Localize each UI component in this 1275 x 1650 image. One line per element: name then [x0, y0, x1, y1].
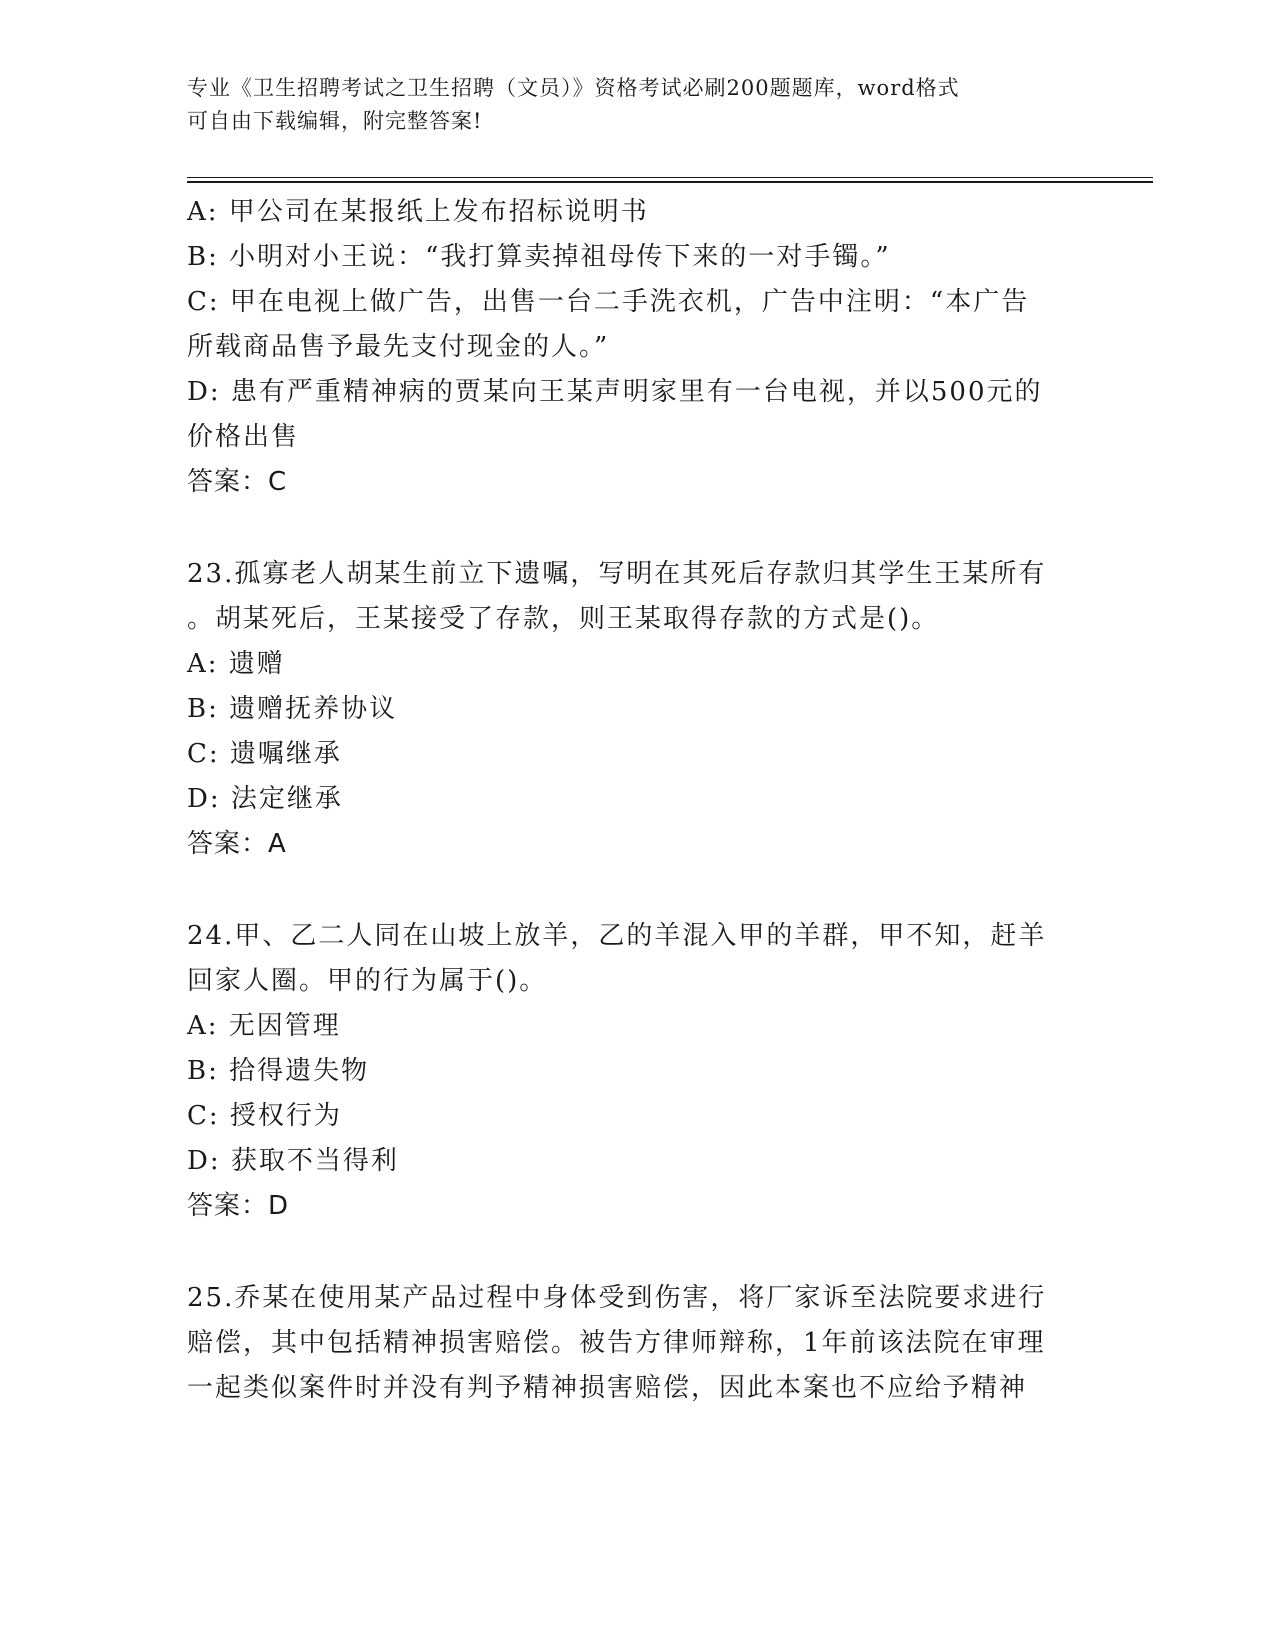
q23-option-a: A: 遗赠: [187, 649, 285, 679]
q22-option-d: D: 患有严重精神病的贾某向王某声明家里有一台电视，并以500元的: [187, 377, 1043, 407]
q25-stem-line-2: 赔偿，其中包括精神损害赔偿。被告方律师辩称，1年前该法院在审理: [187, 1328, 1046, 1358]
q22-option-b: B: 小明对小王说：“我打算卖掉祖母传下来的一对手镯。”: [187, 242, 891, 272]
q22-option-c: C: 甲在电视上做广告，出售一台二手洗衣机，广告中注明：“本广告: [187, 287, 1030, 317]
document-header: [187, 72, 1067, 138]
q22-option-a: A: 甲公司在某报纸上发布招标说明书: [187, 197, 649, 227]
header-line-1: 专业《卫生招聘考试之卫生招聘（文员）》资格考试必刷200题题库，word格式: [187, 76, 960, 100]
question-content: [187, 190, 1087, 1411]
q25-stem-line-1: 25.乔某在使用某产品过程中身体受到伤害，将厂家诉至法院要求进行: [187, 1283, 1047, 1313]
q24-stem-line-2: 回家人圈。甲的行为属于()。: [187, 966, 548, 996]
q24-option-c: C: 授权行为: [187, 1101, 342, 1131]
q24-stem-line-1: 24.甲、乙二人同在山坡上放羊，乙的羊混入甲的羊群，甲不知，赶羊: [187, 921, 1047, 951]
q24-option-b: B: 拾得遗失物: [187, 1056, 370, 1086]
q23-stem-line-2: 。胡某死后，王某接受了存款，则王某取得存款的方式是()。: [187, 604, 940, 634]
q23-answer: 答案：A: [187, 829, 287, 859]
q23-option-b: B: 遗赠抚养协议: [187, 694, 398, 724]
q22-answer: 答案：C: [187, 467, 288, 497]
header-divider-thick: [187, 181, 1153, 183]
q25-stem-line-3: 一起类似案件时并没有判予精神损害赔偿，因此本案也不应给予精神: [187, 1373, 1028, 1403]
q24-option-d: D: 获取不当得利: [187, 1146, 399, 1176]
q24-answer: 答案：D: [187, 1191, 290, 1221]
header-line-2: 可自由下载编辑，附完整答案!: [187, 109, 483, 133]
question-23: [187, 552, 1087, 867]
q23-option-c: C: 遗嘱继承: [187, 739, 342, 769]
question-25: [187, 1276, 1087, 1411]
q23-option-d: D: 法定继承: [187, 784, 343, 814]
question-22: [187, 190, 1087, 505]
question-24: [187, 914, 1087, 1229]
q22-option-c-cont: 所载商品售予最先支付现金的人。”: [187, 332, 610, 362]
header-divider-thin: [187, 177, 1153, 178]
q22-option-d-cont: 价格出售: [187, 422, 300, 452]
q23-stem-line-1: 23.孤寡老人胡某生前立下遗嘱，写明在其死后存款归其学生王某所有: [187, 559, 1047, 589]
q24-option-a: A: 无因管理: [187, 1011, 341, 1041]
